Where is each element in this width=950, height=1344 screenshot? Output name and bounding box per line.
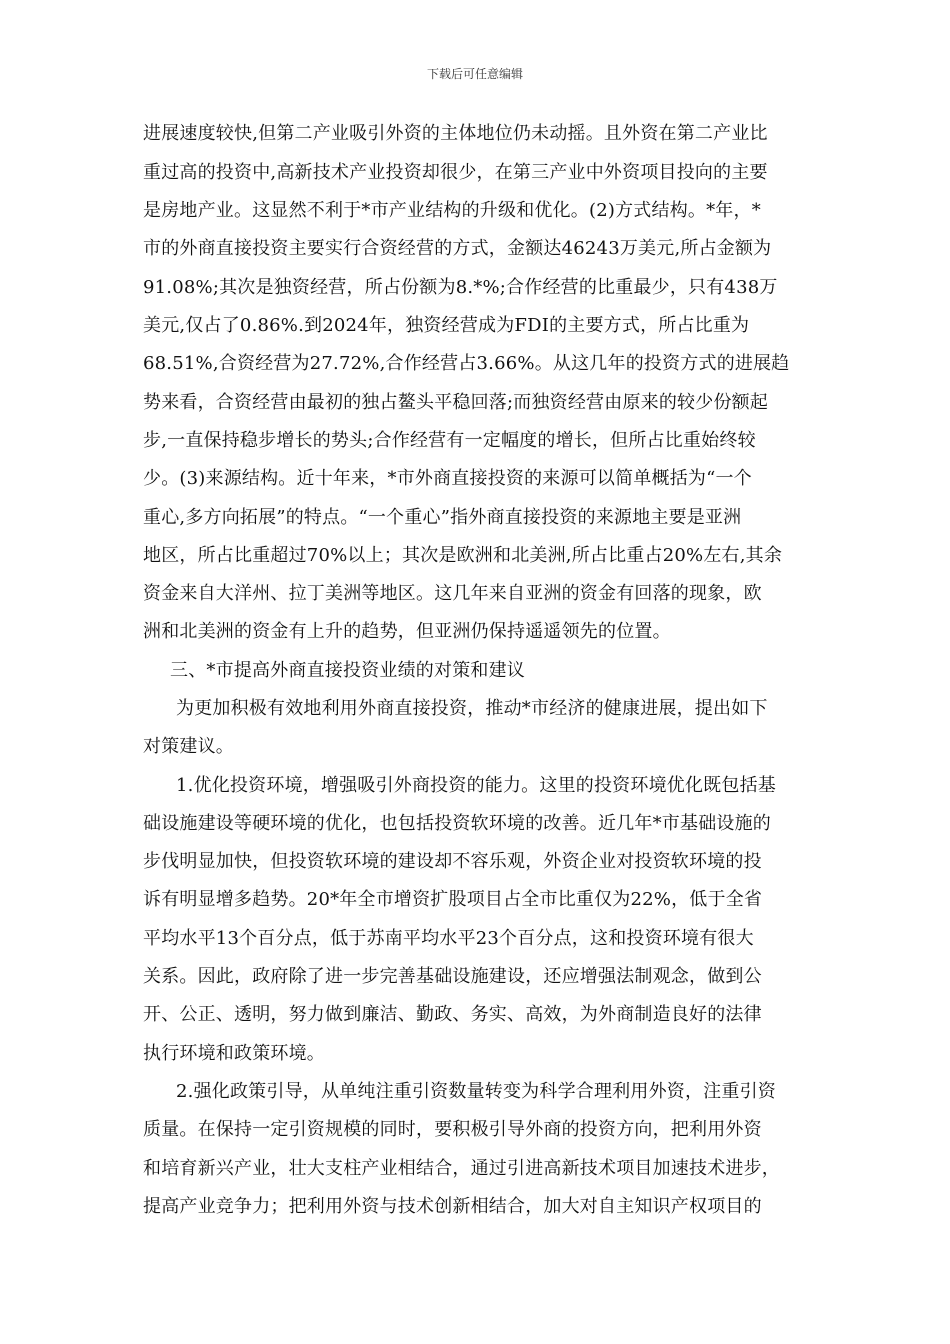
text-line: 础设施建设等硬环境的优化，也包括投资软环境的改善。近几年*市基础设施的: [143, 813, 771, 834]
text-line: 诉有明显增多趋势。20*年全市增资扩股项目占全市比重仅为22%，低于全省: [143, 889, 763, 910]
text-line: 资金来自大洋州、拉丁美洲等地区。这几年来自亚洲的资金有回落的现象，欧: [143, 583, 762, 604]
text-line: 提高产业竞争力；把利用外资与技术创新相结合，加大对自主知识产权项目的: [143, 1196, 762, 1217]
text-line: 2.强化政策引导，从单纯注重引资数量转变为科学合理利用外资，注重引资: [176, 1081, 776, 1102]
text-line: 美元,仅占了0.86%.到2024年，独资经营成为FDI的主要方式，所占比重为: [143, 315, 750, 336]
text-line: 少。(3)来源结构。近十年来，*市外商直接投资的来源可以简单概括为“一个: [143, 468, 752, 489]
text-line: 开、公正、透明，努力做到廉洁、勤政、务实、高效，为外商制造良好的法律: [143, 1004, 762, 1025]
section-heading: 三、*市提高外商直接投资业绩的对策和建议: [170, 660, 525, 681]
text-line: 68.51%,合资经营为27.72%,合作经营占3.66%。从这几年的投资方式的进展趋: [143, 353, 790, 374]
text-line: 是房地产业。这显然不利于*市产业结构的升级和优化。(2)方式结构。*年，*: [143, 200, 761, 221]
text-line: 为更加积极有效地利用外商直接投资，推动*市经济的健康进展，提出如下: [176, 698, 768, 719]
text-line: 1.优化投资环境，增强吸引外商投资的能力。这里的投资环境优化既包括基: [176, 775, 776, 796]
text-line: 进展速度较快,但第二产业吸引外资的主体地位仍未动摇。且外资在第二产业比: [143, 123, 768, 144]
text-line: 步,一直保持稳步增长的势头;合作经营有一定幅度的增长，但所占比重始终较: [143, 430, 756, 451]
text-line: 质量。在保持一定引资规模的同时，要积极引导外商的投资方向，把利用外资: [143, 1119, 762, 1140]
text-line: 对策建议。: [143, 736, 234, 757]
text-line: 重心,多方向拓展”的特点。“一个重心”指外商直接投资的来源地主要是亚洲: [143, 507, 742, 528]
text-line: 洲和北美洲的资金有上升的趋势，但亚洲仍保持遥遥领先的位置。: [143, 621, 671, 642]
text-line: 平均水平13个百分点，低于苏南平均水平23个百分点，这和投资环境有很大: [143, 928, 754, 949]
text-line: 关系。因此，政府除了进一步完善基础设施建设，还应增强法制观念，做到公: [143, 966, 762, 987]
text-line: 和培育新兴产业，壮大支柱产业相结合，通过引进高新技术项目加速技术进步，: [143, 1158, 780, 1179]
text-line: 地区，所占比重超过70%以上；其次是欧洲和北美洲,所占比重占20%左右,其余: [143, 545, 783, 566]
text-line: 重过高的投资中,高新技术产业投资却很少，在第三产业中外资项目投向的主要: [143, 162, 768, 183]
text-line: 91.08%;其次是独资经营，所占份额为8.*%;合作经营的比重最少，只有438万: [143, 277, 778, 298]
page-header-note: 下载后可任意编辑: [426, 67, 523, 81]
text-line: 市的外商直接投资主要实行合资经营的方式，金额达46243万美元,所占金额为: [143, 238, 772, 259]
text-line: 执行环境和政策环境。: [143, 1043, 325, 1064]
text-line: 步伐明显加快，但投资软环境的建设却不容乐观，外资企业对投资软环境的投: [143, 851, 762, 872]
text-line: 势来看，合资经营由最初的独占鳌头平稳回落;而独资经营由原来的较少份额起: [143, 392, 769, 413]
